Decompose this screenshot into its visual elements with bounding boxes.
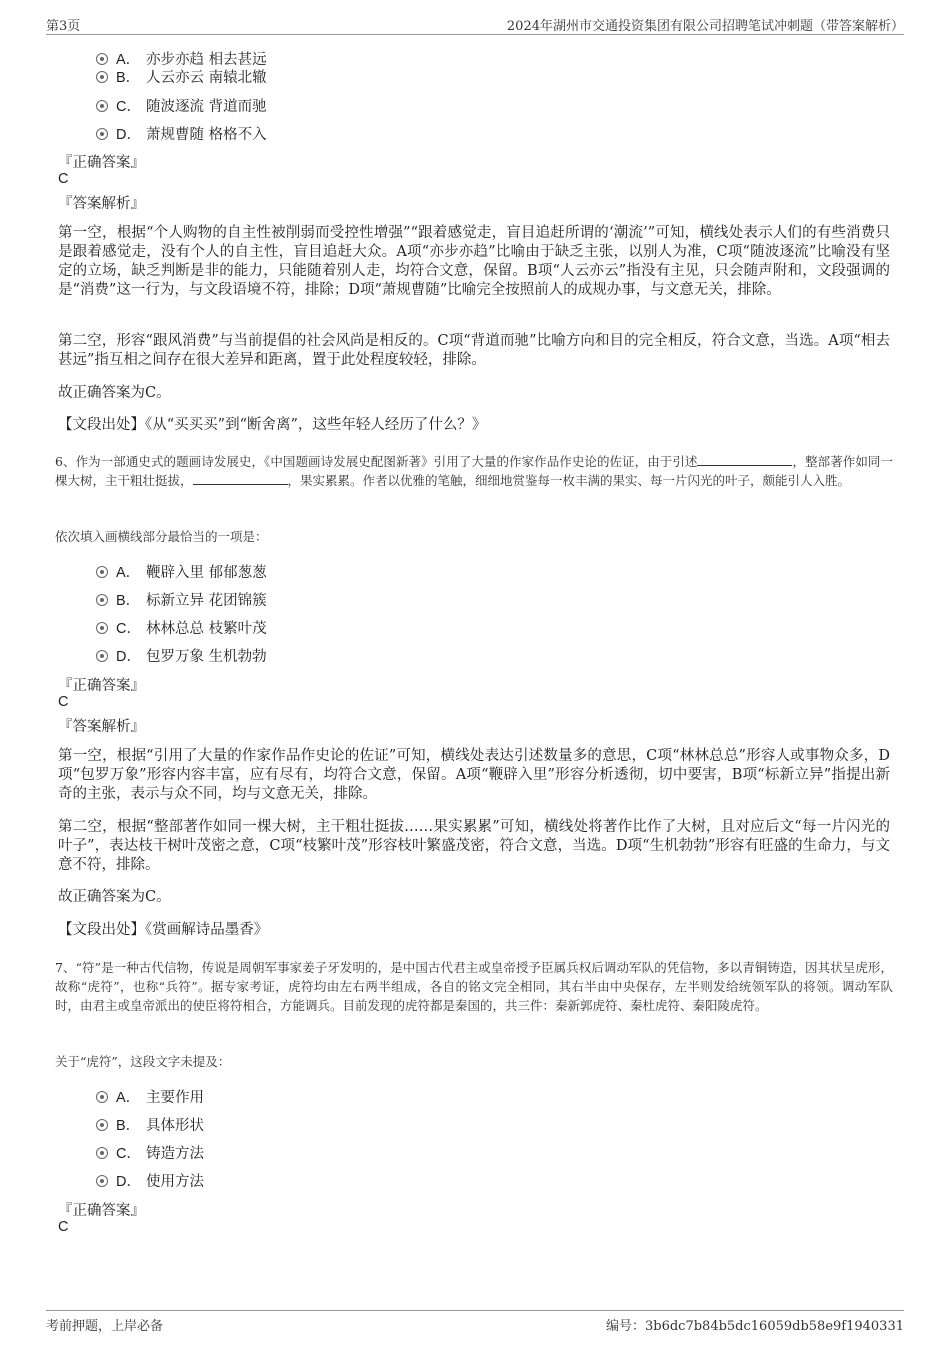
document-id: 编号：3b6dc7b84b5dc16059db58e9f1940331 [605, 1319, 904, 1334]
page-header [46, 12, 904, 35]
correct-answer-label: 『正确答案』 [58, 1203, 145, 1219]
source-citation: 【文段出处】《从“买买买”到“断舍离”，这些年轻人经历了什么？》 [58, 417, 487, 433]
q5-option-c[interactable]: C． 随波逐流 背道而驰 [96, 95, 267, 117]
radio-icon[interactable] [96, 1175, 108, 1187]
question-prompt: 关于“虎符”，这段文字未提及： [55, 1054, 231, 1069]
radio-icon[interactable] [96, 100, 108, 112]
radio-icon[interactable] [96, 1119, 108, 1131]
page-footer [46, 1310, 904, 1335]
blank-line [697, 453, 792, 466]
q5-option-a[interactable]: A． 亦步亦趋 相去甚远 [96, 48, 267, 70]
document-title: 2024年湖州市交通投资集团有限公司招聘笔试冲刺题（带答案解析） [506, 19, 904, 34]
correct-answer: C [58, 171, 69, 187]
radio-icon[interactable] [96, 71, 108, 83]
q5-option-b[interactable]: B． 人云亦云 南辕北辙 [96, 66, 267, 88]
question-7: 7、“符”是一种古代信物，传说是周朝军事家姜子牙发明的，是中国古代君主或皇帝授予臣属兵权后调动军队的凭信物，多以青铜铸造，因其状呈虎形，故称“虎符”，也称“兵符”。据专家考证，虎符均由左右两半组成，各自的铭文完全相同，其右半由中央保存，左半则发给统领军队的将领。调动军队时，由君主或皇帝派出的使臣将符相合，方能调兵。目前发现的虎符都是秦国的，共三件：秦新郭虎符、秦杜虎符、秦阳陵虎符。 [55, 960, 893, 1013]
q6-option-c[interactable]: C． 林林总总 枝繁叶茂 [96, 617, 267, 639]
analysis-label: 『答案解析』 [58, 196, 145, 212]
analysis-paragraph: 第一空，根据“个人购物的自主性被削弱而受控性增强”“跟着感觉走，盲目追赶所谓的‘潮流’”可知，横线处表示人们的有些消费只是跟着感觉走，没有个人的自主性，盲目追赶大众。A项“亦步亦趋”比喻由于缺乏主张，以别人为准，C项“随波逐流”比喻没有坚定的立场，缺乏判断是非的能力，只能随着别人走，均符合文意，保留。B项“人云亦云”指没有主见，只会随声附和，文段强调的是“消费”这一行为，与文段语境不符，排除；D项“萧规曹随”比喻完全按照前人的成规办事，与文意无关，排除。 [58, 225, 890, 298]
correct-answer-label: 『正确答案』 [58, 678, 145, 694]
source-citation: 【文段出处】《赏画解诗品墨香》 [58, 922, 269, 938]
analysis-conclusion: 故正确答案为C。 [58, 889, 171, 905]
correct-answer-label: 『正确答案』 [58, 155, 145, 171]
page-number: 第3页 [46, 19, 81, 34]
footer-slogan: 考前押题，上岸必备 [46, 1319, 164, 1334]
q6-option-a[interactable]: A． 鞭辟入里 郁郁葱葱 [96, 561, 267, 583]
q5-option-d[interactable]: D． 萧规曹随 格格不入 [96, 123, 267, 145]
q7-option-d[interactable]: D． 使用方法 [96, 1170, 204, 1192]
radio-icon[interactable] [96, 53, 108, 65]
q7-option-a[interactable]: A． 主要作用 [96, 1086, 204, 1108]
correct-answer: C [58, 1219, 69, 1235]
radio-icon[interactable] [96, 650, 108, 662]
radio-icon[interactable] [96, 1147, 108, 1159]
radio-icon[interactable] [96, 128, 108, 140]
analysis-conclusion: 故正确答案为C。 [58, 385, 171, 401]
radio-icon[interactable] [96, 566, 108, 578]
question-prompt: 依次填入画横线部分最恰当的一项是： [55, 529, 268, 544]
q6-option-b[interactable]: B． 标新立异 花团锦簇 [96, 589, 267, 611]
q7-option-c[interactable]: C． 铸造方法 [96, 1142, 204, 1164]
q7-option-b[interactable]: B． 具体形状 [96, 1114, 204, 1136]
radio-icon[interactable] [96, 594, 108, 606]
analysis-paragraph: 第二空，形容“跟风消费”与当前提倡的社会风尚是相反的。C项“背道而驰”比喻方向和目的完全相反，符合文意，当选。A项“相去甚远”指互相之间存在很大差异和距离，置于此处程度较轻，排除。 [58, 333, 890, 368]
radio-icon[interactable] [96, 1091, 108, 1103]
q6-option-d[interactable]: D． 包罗万象 生机勃勃 [96, 645, 267, 667]
question-6: 6、作为一部通史式的题画诗发展史，《中国题画诗发展史配图新著》引用了大量的作家作品作史论的佐证，由于引述 ，整部著作如同一棵大树，主干粗壮挺拔， ，果实累累。作者以优雅的笔触，细细地赏鉴每一枚丰满的果实、每一片闪光的叶子，颇能引人入胜。 [55, 454, 893, 488]
analysis-paragraph: 第二空，根据“整部著作如同一棵大树，主干粗壮挺拔……果实累累”可知，横线处将著作比作了大树，且对应后文“每一片闪光的叶子”，表达枝干树叶茂密之意，C项“枝繁叶茂”形容枝叶繁盛茂密，符合文意，当选。D项“生机勃勃”形容有旺盛的生命力，与文意不符，排除。 [58, 819, 890, 873]
radio-icon[interactable] [96, 622, 108, 634]
analysis-paragraph: 第一空，根据“引用了大量的作家作品作史论的佐证”可知，横线处表达引述数量多的意思，C项“林林总总”形容人或事物众多，D项“包罗万象”形容内容丰富，应有尽有，均符合文意，保留。A项“鞭辟入里”形容分析透彻，切中要害，B项“标新立异”指提出新奇的主张，表示与众不同，均与文意无关，排除。 [58, 748, 890, 802]
correct-answer: C [58, 694, 69, 710]
blank-line [193, 472, 288, 485]
analysis-label: 『答案解析』 [58, 719, 145, 735]
